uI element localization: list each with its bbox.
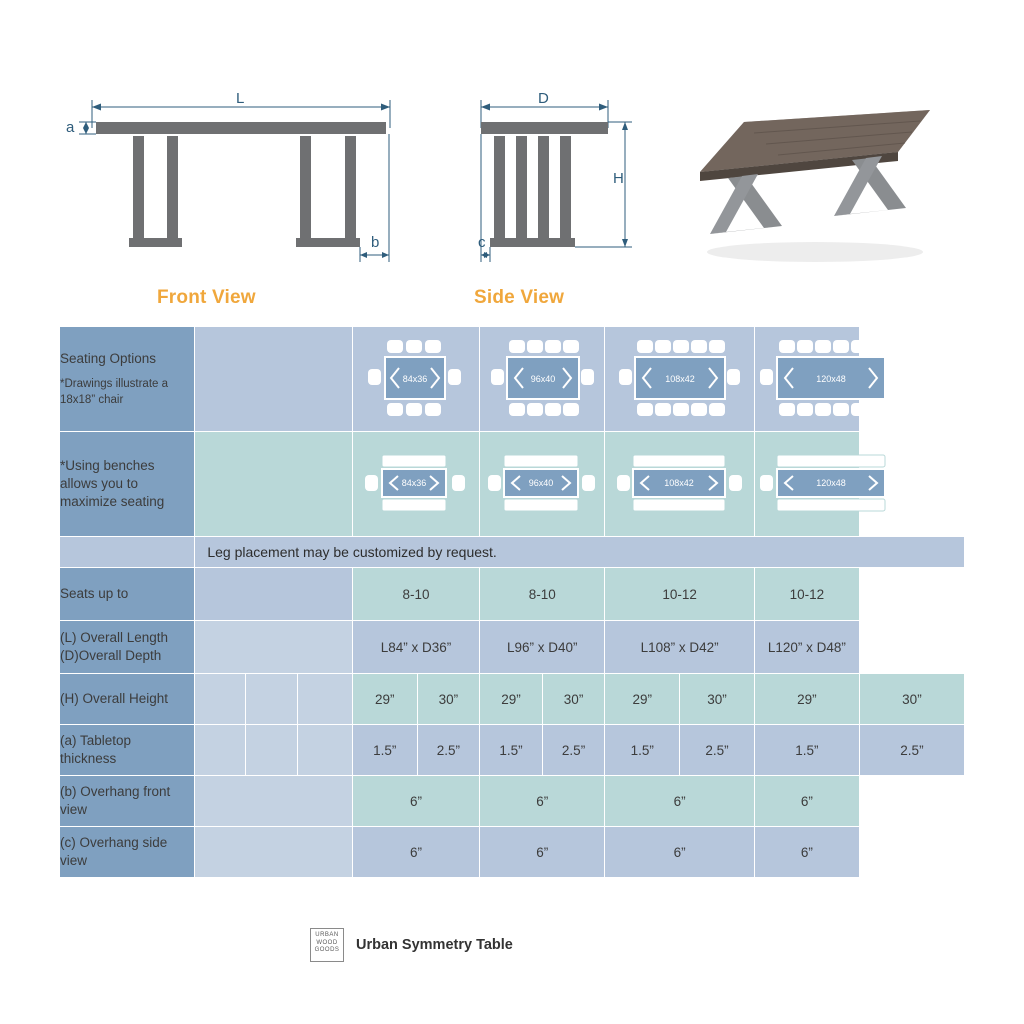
- cell-thk-84-15: 1.5”: [352, 725, 417, 776]
- cell-height-120-30: 30”: [859, 674, 964, 725]
- seating-diagram-84x36: [363, 335, 469, 421]
- row-overhang-side: [60, 827, 965, 878]
- logo-line-1: URBAN: [315, 932, 339, 938]
- cell-seating-96x40: [480, 327, 605, 432]
- cell-bench-84x36: [352, 432, 479, 537]
- cell-length-spacer: [195, 621, 353, 674]
- dim-label-L: L: [236, 90, 245, 107]
- cell-thk-spacer-2: [245, 725, 298, 776]
- cell-ohs-108: 6”: [605, 827, 754, 878]
- cell-ohs-120: 6”: [754, 827, 859, 878]
- row-overall-length-depth: [60, 621, 965, 674]
- cell-thk-120-15: 1.5”: [754, 725, 859, 776]
- cell-seats-84: 8-10: [352, 568, 479, 621]
- cell-thk-108-15: 1.5”: [605, 725, 680, 776]
- cell-height-120-29: 29”: [754, 674, 859, 725]
- cell-seats-up-to-label: Seats up to: [60, 568, 195, 621]
- table-photo: [688, 105, 938, 262]
- cell-thk-96-15: 1.5”: [480, 725, 543, 776]
- bench-note: *Using benches allows you to maximize seating: [60, 457, 165, 510]
- seating-size-108x42: 108x42: [664, 373, 695, 384]
- overhang-front-line1: (b) Overhang front: [60, 783, 171, 799]
- cell-seats-120: 10-12: [754, 568, 859, 621]
- bench-diagram-108x42: [613, 443, 747, 523]
- top-diagrams: [0, 0, 1024, 320]
- cell-height-96-29: 29”: [480, 674, 543, 725]
- cell-thk-108-25: 2.5”: [680, 725, 755, 776]
- cell-ohf-96: 6”: [480, 776, 605, 827]
- front-view-label: Front View: [157, 287, 256, 308]
- cell-thk-120-25: 2.5”: [859, 725, 964, 776]
- cell-overall-length-label: [60, 621, 195, 674]
- cell-bench-108x42: [605, 432, 754, 537]
- cell-bench-96x40: [480, 432, 605, 537]
- cell-empty-seating: [195, 327, 353, 432]
- cell-empty-bench: [195, 432, 353, 537]
- cell-thk-spacer-3: [298, 725, 353, 776]
- cell-seats-108: 10-12: [605, 568, 754, 621]
- seating-diagram-108x42: [615, 335, 745, 421]
- row-overall-height: [60, 674, 965, 725]
- overall-length-line1: (L) Overall Length: [60, 629, 169, 645]
- cell-length-84: L84” x D36”: [352, 621, 479, 674]
- cell-height-84-29: 29”: [352, 674, 417, 725]
- side-view-label: Side View: [474, 287, 565, 308]
- cell-length-108: L108” x D42”: [605, 621, 754, 674]
- cell-height-84-30: 30”: [417, 674, 480, 725]
- cell-seating-108x42: [605, 327, 754, 432]
- front-tabletop: [96, 122, 386, 134]
- front-left-leg: [129, 136, 182, 247]
- cell-height-spacer-3: [298, 674, 353, 725]
- bench-size-120x48: 120x48: [816, 477, 846, 488]
- specifications-table: [59, 326, 965, 878]
- cell-overall-height-label: (H) Overall Height: [60, 674, 195, 725]
- side-legs: [490, 136, 575, 247]
- dim-label-b: b: [371, 234, 380, 251]
- overhang-side-line2: view: [60, 853, 88, 868]
- cell-thk-84-25: 2.5”: [417, 725, 480, 776]
- cell-ohf-108: 6”: [605, 776, 754, 827]
- cell-bench-label: [60, 432, 195, 537]
- cell-ohf-120: 6”: [754, 776, 859, 827]
- cell-seats-96: 8-10: [480, 568, 605, 621]
- row-overhang-front: [60, 776, 965, 827]
- cell-leg-placement-note: Leg placement may be customized by request.: [195, 537, 965, 568]
- cell-height-108-30: 30”: [680, 674, 755, 725]
- product-title: Urban Symmetry Table: [356, 937, 513, 953]
- cell-ohs-84: 6”: [352, 827, 479, 878]
- cell-seating-120x48: [754, 327, 859, 432]
- dim-label-c: c: [478, 234, 486, 251]
- cell-height-spacer-2: [245, 674, 298, 725]
- cell-seats-spacer: [195, 568, 353, 621]
- bench-size-96x40: 96x40: [528, 477, 554, 488]
- dim-label-a: a: [66, 119, 75, 136]
- cell-overhang-side-label: [60, 827, 195, 878]
- bench-diagram-96x40: [484, 443, 600, 523]
- bench-diagram-84x36: [360, 443, 472, 523]
- overall-length-line2: (D)Overall Depth: [60, 648, 162, 663]
- seating-size-84x36: 84x36: [402, 373, 428, 384]
- cell-ohs-spacer: [195, 827, 353, 878]
- dim-label-D: D: [538, 90, 549, 107]
- row-seats-up-to: [60, 568, 965, 621]
- cell-overhang-front-label: [60, 776, 195, 827]
- seating-options-note: *Drawings illustrate a 18x18” chair: [60, 378, 169, 406]
- cell-ohf-spacer: [195, 776, 353, 827]
- footer: [310, 928, 513, 962]
- bench-size-108x42: 108x42: [663, 477, 694, 488]
- cell-seating-options-label: [60, 327, 195, 432]
- urban-wood-goods-logo: [310, 928, 344, 962]
- row-leg-placement-note: [60, 537, 965, 568]
- thickness-dimension-a: [79, 122, 96, 134]
- seating-diagram-120x48: [755, 335, 905, 421]
- seating-options-title: Seating Options: [60, 350, 157, 366]
- row-seating-options: [60, 327, 965, 432]
- front-right-leg: [296, 136, 360, 247]
- front-and-side-view-drawings: [0, 0, 1024, 320]
- cell-height-spacer-1: [195, 674, 246, 725]
- seating-diagram-96x40: [487, 335, 597, 421]
- seating-size-96x40: 96x40: [530, 373, 556, 384]
- bench-size-84x36: 84x36: [401, 477, 427, 488]
- overhang-front-line2: view: [60, 802, 88, 817]
- cell-thickness-label: [60, 725, 195, 776]
- thickness-line1: (a) Tabletop: [60, 732, 132, 748]
- bench-diagram-120x48: [755, 443, 907, 523]
- thickness-line2: thickness: [60, 751, 117, 766]
- cell-seating-84x36: [352, 327, 479, 432]
- cell-length-120: L120” x D48”: [754, 621, 859, 674]
- logo-line-2: WOOD: [316, 939, 338, 946]
- logo-line-3: GOODS: [314, 947, 340, 953]
- row-bench-seating: [60, 432, 965, 537]
- side-tabletop: [481, 122, 608, 134]
- cell-height-108-29: 29”: [605, 674, 680, 725]
- cell-ohf-84: 6”: [352, 776, 479, 827]
- seating-size-120x48: 120x48: [816, 373, 846, 384]
- cell-ohs-96: 6”: [480, 827, 605, 878]
- cell-thk-96-25: 2.5”: [542, 725, 605, 776]
- cell-bench-120x48: [754, 432, 859, 537]
- row-tabletop-thickness: [60, 725, 965, 776]
- cell-length-96: L96” x D40”: [480, 621, 605, 674]
- cell-height-96-30: 30”: [542, 674, 605, 725]
- overhang-side-line1: (c) Overhang side: [60, 834, 168, 850]
- cell-note-spacer: [60, 537, 195, 568]
- dim-label-H: H: [613, 170, 624, 187]
- cell-thk-spacer-1: [195, 725, 246, 776]
